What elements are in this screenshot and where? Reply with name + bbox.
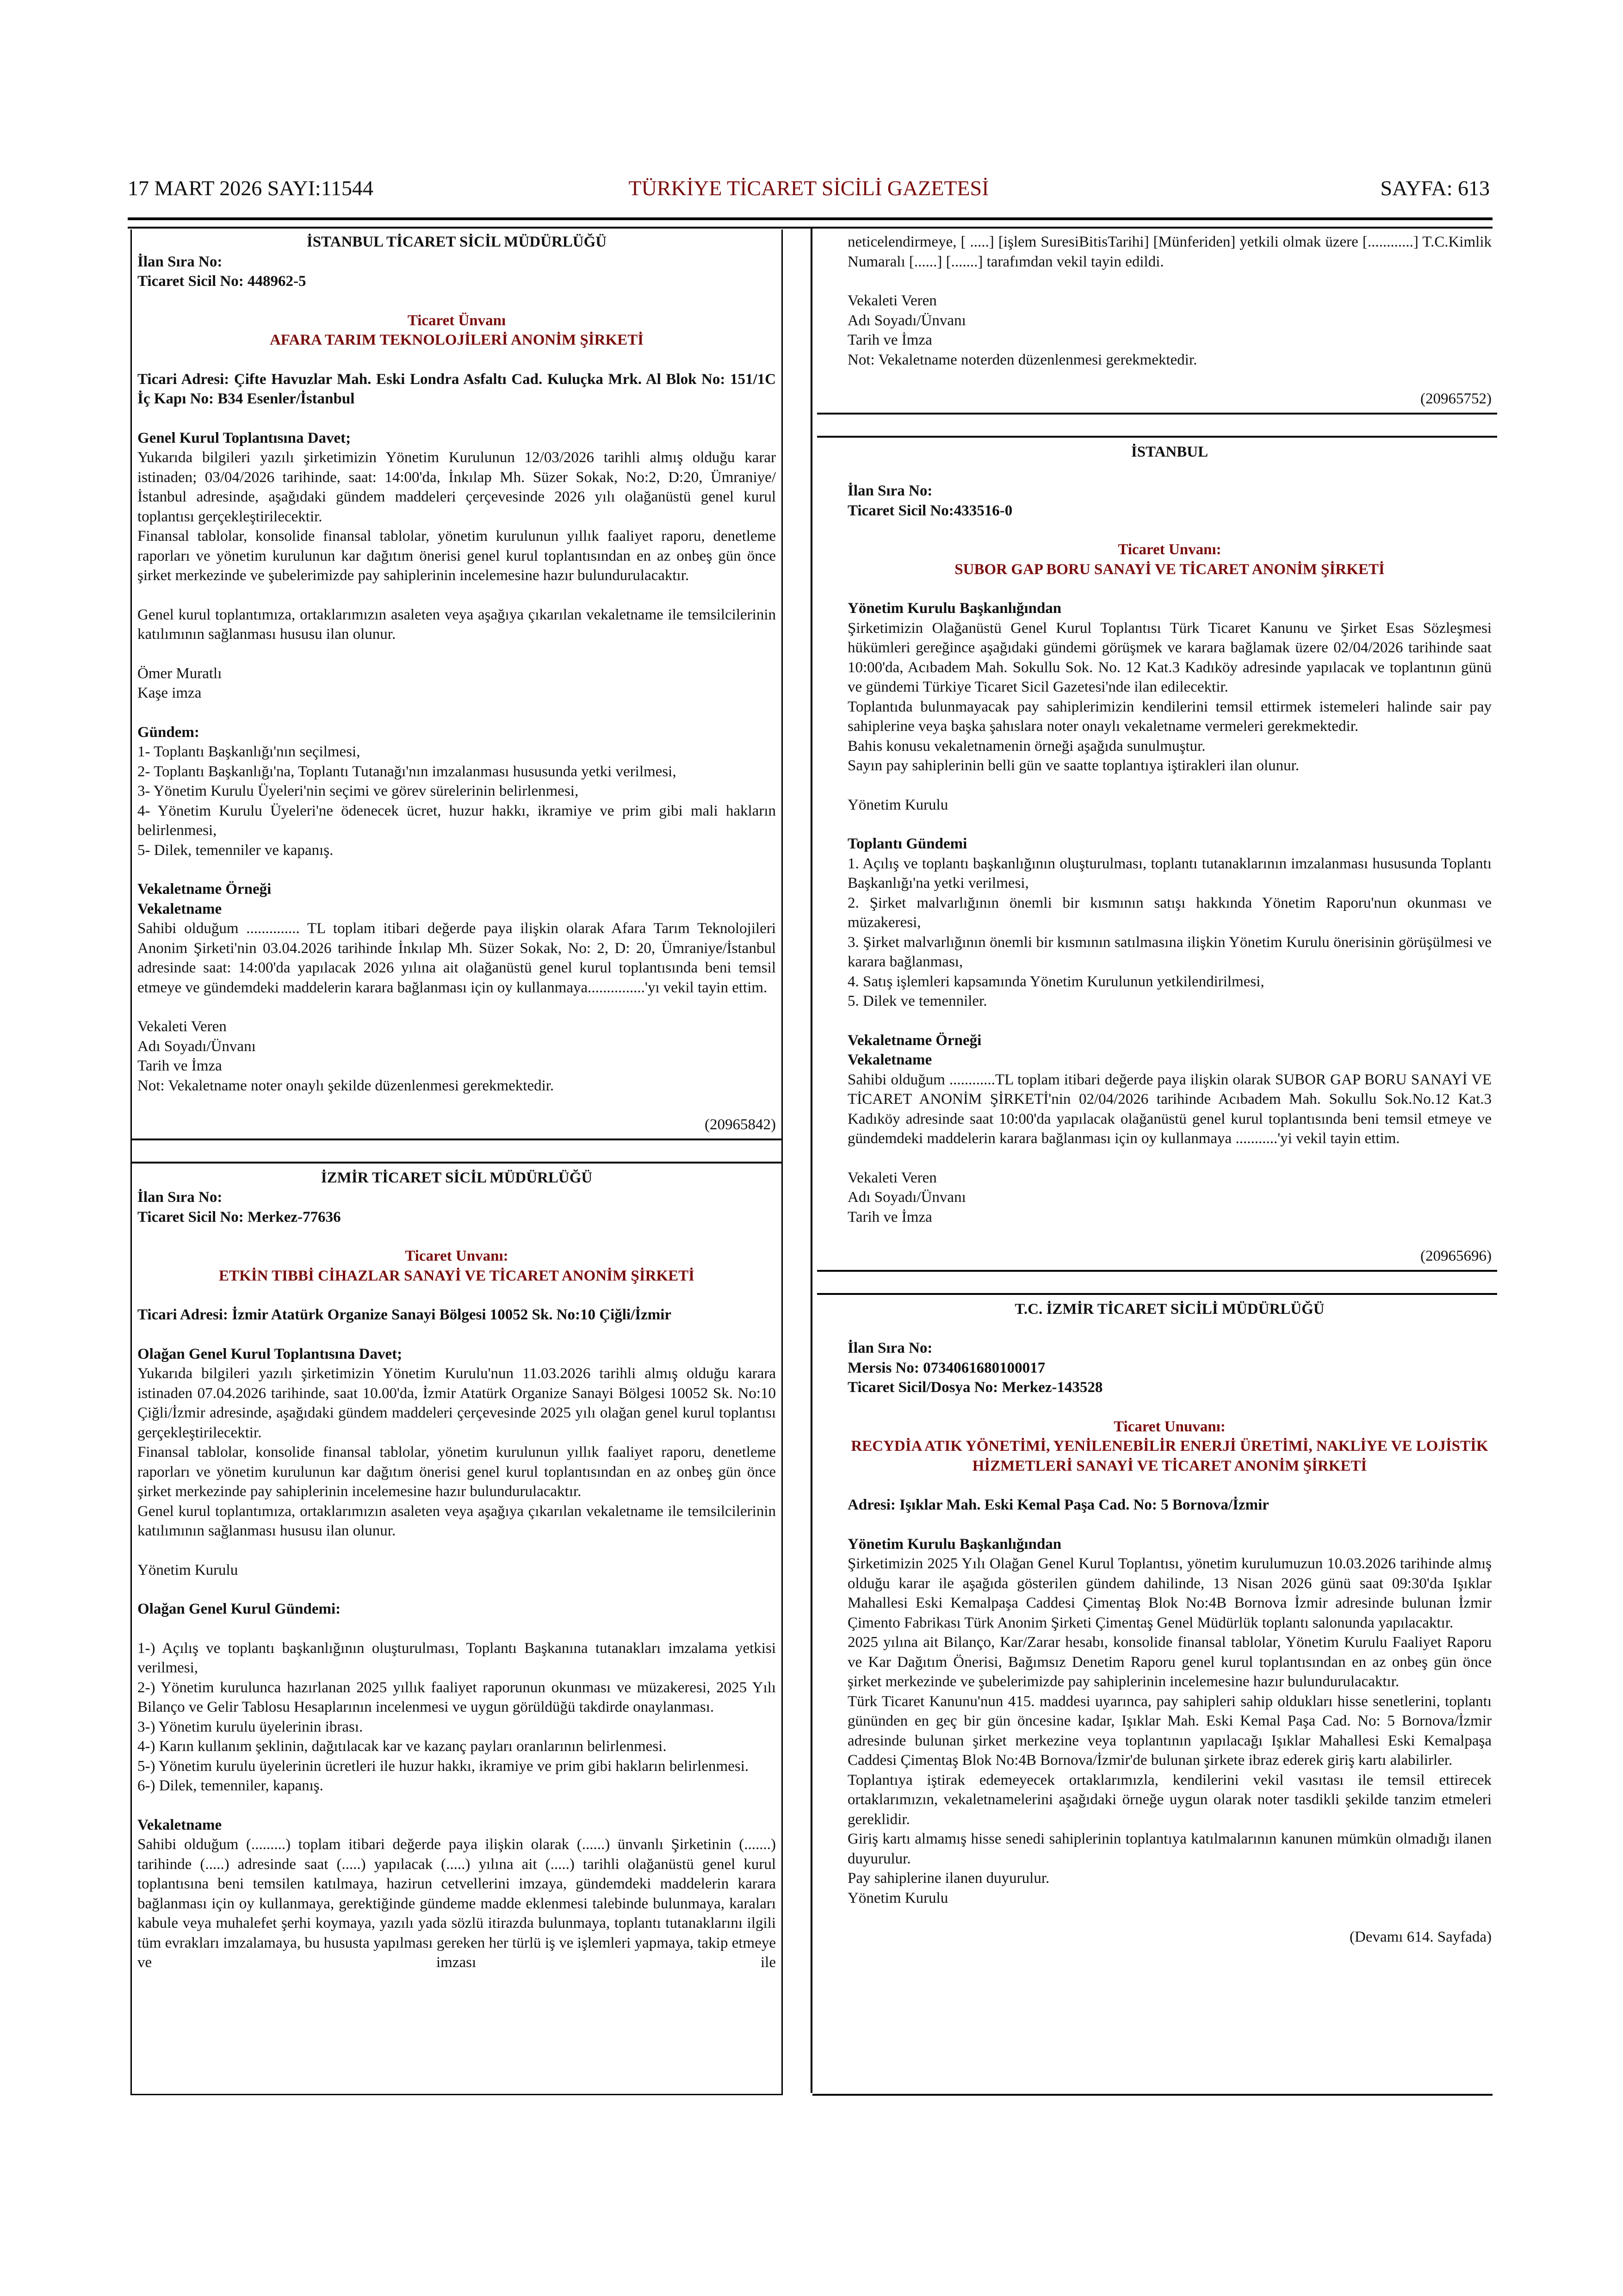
ilan-sira-no: İlan Sıra No: xyxy=(848,1340,933,1356)
agenda-item: 4. Satış işlemleri kapsamında Yönetim Kurulunun yetkilendirilmesi, xyxy=(848,973,1264,990)
agenda-item: 5. Dilek ve temenniler. xyxy=(848,993,987,1009)
paragraph: Genel kurul toplantımıza, ortaklarımızın asaleten veya aşağıya çıkarılan vekaletname ile temsilcilerinin katılımının sağlanması hususu ilan olunur. xyxy=(137,1503,776,1539)
registry-title: İSTANBUL xyxy=(1131,443,1208,460)
page-number: SAYFA: 613 xyxy=(1380,176,1490,200)
section-title: Yönetim Kurulu Başkanlığından xyxy=(848,1535,1062,1553)
mersis-no: Mersis No: 0734061680100017 xyxy=(848,1359,1046,1376)
signer-name: Ömer Muratlı xyxy=(137,665,222,682)
agenda-item: 2- Toplantı Başkanlığı'na, Toplantı Tutanağı'nın imzalanması hususunda yetki verilmesi, xyxy=(137,763,676,780)
agenda-item: 4-) Karın kullanım şeklinin, dağıtılacak kar ve kazanç payları oranlarının belirlenmesi. xyxy=(137,1738,667,1755)
company-name: RECYDİA ATIK YÖNETİMİ, YENİLENEBİLİR ENERJİ ÜRETİMİ, NAKLİYE VE LOJİSTİK HİZMETLERİ SANAYİ VE TİCARET ANONİM ŞİRKETİ xyxy=(851,1438,1488,1474)
agenda-item: 3- Yönetim Kurulu Üyeleri'nin seçimi ve görev sürelerinin belirlenmesi, xyxy=(137,783,579,799)
ilan-sira-no: İlan Sıra No: xyxy=(137,253,223,270)
proxy-footer-line: Tarih ve İmza xyxy=(137,1058,222,1074)
paragraph: Giriş kartı almamış hisse senedi sahiplerinin toplantıya katılmalarının kanunen mümkün olmadığı ilanen duyurulur. xyxy=(848,1831,1492,1867)
proxy-footer-line: Tarih ve İmza xyxy=(848,1208,932,1225)
proxy-footer-note: Not: Vekaletname noter onaylı şekilde düzenlenmesi gerekmektedir. xyxy=(137,1077,554,1094)
company-name: SUBOR GAP BORU SANAYİ VE TİCARET ANONİM ŞİRKETİ xyxy=(954,561,1385,578)
agenda-item: 3-) Yönetim kurulu üyelerinin ibrası. xyxy=(137,1718,363,1735)
paragraph: Finansal tablolar, konsolide finansal tablolar, yönetim kurulunun yıllık faaliyet raporu, denetleme raporları ve yönetim kurulunun kar dağıtım önerisi genel kurul toplantısından en az onbeş gün önce şirket merkezinde pay sahiplerinin incelemesine hazır bulundurulacaktır. xyxy=(137,1444,776,1500)
proxy-footer-line: Vekaleti Veren xyxy=(848,1169,937,1186)
proxy-footer-line: Vekaleti Veren xyxy=(848,292,937,309)
agenda-item: 5- Dilek, temenniler ve kapanış. xyxy=(137,842,334,859)
unvan-label: Ticaret Unvanı: xyxy=(1118,541,1221,558)
column-divider xyxy=(811,229,812,2093)
proxy-title: Vekaletname xyxy=(848,1052,932,1068)
agenda-item: 1- Toplantı Başkanlığı'nın seçilmesi, xyxy=(137,743,360,760)
agenda-item: 2. Şirket malvarlığının önemli bir kısmının satışı hakkında Yönetim Raporu'nun okunması ve müzakeresi, xyxy=(848,894,1492,931)
proxy-footer-line: Adı Soyadı/Ünvanı xyxy=(848,1189,966,1206)
proxy-sample-title: Vekaletname Örneği xyxy=(848,1032,982,1049)
paragraph: Türk Ticaret Kanunu'nun 415. maddesi uyarınca, pay sahipleri sahip oldukları hisse senetlerini, toplantı gününden en geç bir gün öncesine kadar, Işıklar Mah. Eski Kemal Paşa Cad. No: 5 Bornova/İzmir adresinde bulunan şirket merkezine veya toplantının yapılacağı Işıklar Mahallesi Eski Kemalpaşa Caddesi Çimentaş Blok No:4B Bornova/İzmir'de bulunan şirkete ibraz ederek giriş kartı alabilirler. xyxy=(848,1693,1492,1769)
agenda-item: 3. Şirket malvarlığının önemli bir kısmının satılmasına ilişkin Yönetim Kurulu önerisinin görüşülmesi ve karara bağlanması, xyxy=(848,934,1492,970)
ad-etkin xyxy=(137,1168,776,1973)
agenda-item: 1-) Açılış ve toplantı başkanlığının oluşturulması, Toplantı Başkanına tutanakları imzalama yetkisi verilmesi, xyxy=(137,1640,776,1676)
ad-reference-number: (20965842) xyxy=(705,1116,776,1133)
paragraph: Toplantıya iştirak edemeyecek ortaklarımızla, kendilerini vekil vasıtası ile temsil ettirecek ortaklarımızın, vekaletnamelerini aşağıdaki örneğe uygun olarak noter tasdikli şekilde tanzim etmeleri gereklidir. xyxy=(848,1771,1492,1828)
unvan-label: Ticaret Ünvanı xyxy=(407,312,506,329)
paragraph: Toplantıda bulunmayacak pay sahiplerimizin kendilerini temsil ettirmek istemeleri halinde sair pay sahiplerine veya başka şahıslara noter onaylı vekaletname vermeleri gerekmektedir. xyxy=(848,698,1492,735)
paragraph: Bahis konusu vekaletnamenin örneği aşağıda sunulmuştur. xyxy=(848,737,1206,755)
registry-title: T.C. İZMİR TİCARET SİCİLİ MÜDÜRLÜĞÜ xyxy=(1015,1300,1325,1318)
proxy-footer-line: Adı Soyadı/Ünvanı xyxy=(848,312,966,329)
issue-date: 17 MART 2026 SAYI:11544 xyxy=(128,176,373,200)
agenda-item: 2-) Yönetim kurulunca hazırlanan 2025 yıllık faaliyet raporunun okunması ve müzakeresi, 2025 Yılı Bilanço ve Gelir Tablosu Hesaplarının incelenmesi ve uygun görüldüğü takdirde onaylanması. xyxy=(137,1679,776,1715)
proxy-text: Sahibi olduğum (.........) toplam itibari değerde paya ilişkin olarak (......) ünvanlı Şirketinin (.......) tarihinde (.....) adresinde saat (.....) yapılacak (.....) yılına ait (.....) tarihli olağanüstü genel kurul toplantısına beni temsilen katılmaya, hazirun cetvellerini imzaya, gündemdeki maddelerin karara bağlanması için oy kullanmaya, gerektiğinde gündeme madde eklenmesi talebinde bulunmaya, karaları kabule veya muhalefet şerhi koymaya, yazılı yada sözlü itirazda bulunmaya, toplantı tutanaklarını ilgili tüm evrakları imzalamaya, bu hususta yapılması gereken her türlü iş ve işlemleri yapmaya, takip etmeye ve imzası ile xyxy=(137,1836,776,1971)
company-address: Ticari Adresi: İzmir Atatürk Organize Sanayi Bölgesi 10052 Sk. No:10 Çiğli/İzmir xyxy=(137,1306,672,1323)
ad-reference-number: (20965752) xyxy=(1420,390,1492,407)
ad-separator xyxy=(132,1139,781,1163)
proxy-continuation: neticelendirmeye, [ .....] [işlem SuresiBitisTarihi] [Münferiden] yetkili olmak üzere [............] T.C.Kimlik Numaralı [......] [.......] tarafımdan vekil tayin edildi. xyxy=(848,234,1492,270)
unvan-label: Ticaret Unvanı: xyxy=(405,1248,508,1264)
proxy-footer-line: Vekaleti Veren xyxy=(137,1018,227,1035)
columns-top-rule xyxy=(128,227,1493,229)
agenda-item: 5-) Yönetim kurulu üyelerinin ücretleri ile huzur hakkı, ikramiye ve prim gibi hakların belirlenmesi. xyxy=(137,1758,749,1775)
company-address: Ticari Adresi: Çifte Havuzlar Mah. Eski Londra Asfaltı Cad. Kuluçka Mrk. Al Blok No: 151/1C İç Kapı No: B34 Esenler/İstanbul xyxy=(137,371,776,407)
ticaret-sicil-no: Ticaret Sicil No:433516-0 xyxy=(848,502,1013,519)
ad-separator xyxy=(817,1270,1497,1295)
paragraph: Yukarıda bilgileri yazılı şirketimizin Yönetim Kurulunun 12/03/2026 tarihli almış olduğu karar istinaden; 03/04/2026 tarihinde, saat: 14:00'da, İnkılap Mh. Süzer Sokak, No:2, D:20, Ümraniye/İstanbul adresinde, aşağıdaki gündem maddeleri çerçevesinde 2026 yılı olağanüstü genel kurul toplantısı gerçekleştirilecektir. xyxy=(137,449,776,525)
paragraph: Finansal tablolar, konsolide finansal tablolar, yönetim kurulunun yıllık faaliyet raporu, denetleme raporları ve yönetim kurulunun kar dağıtım önerisi genel kurul toplantısından en az onbeş gün önce şirket merkezinde ve şubelerimizde pay sahiplerinin incelemesine hazır bulundurulacaktır. xyxy=(137,528,776,584)
signer-name: Yönetim Kurulu xyxy=(848,1889,948,1906)
unvan-label: Ticaret Unuvanı: xyxy=(1114,1418,1226,1435)
proxy-text: Sahibi olduğum ............TL toplam itibari değerde paya ilişkin olarak SUBOR GAP BORU SANAYİ VE TİCARET ANONİM ŞİRKETİ'nin 02/04/2026 tarihinde Acıbadem Mah. Sokullu Sok.No.12 Kat.3 Kadıköy adresinde saat 10:00'da yapılacak olağanüstü genel kurul toplantısında beni temsil etmeye ve gündemdeki maddelerin karara bağlanması için oy kullanmaya ...........'yi vekil tayin ettim. xyxy=(848,1071,1492,1147)
agenda-title: Toplantı Gündemi xyxy=(848,835,967,852)
ad-afara xyxy=(137,229,776,1135)
registry-title: İZMİR TİCARET SİCİL MÜDÜRLÜĞÜ xyxy=(321,1169,593,1186)
gazette-title: TÜRKİYE TİCARET SİCİLİ GAZETESİ xyxy=(628,176,989,200)
company-address: Adresi: Işıklar Mah. Eski Kemal Paşa Cad. No: 5 Bornova/İzmir xyxy=(848,1497,1269,1513)
company-name: AFARA TARIM TEKNOLOJİLERİ ANONİM ŞİRKETİ xyxy=(269,332,644,348)
signer-name: Yönetim Kurulu xyxy=(848,796,948,813)
signer-stamp: Kaşe imza xyxy=(137,685,202,701)
agenda-item: 1. Açılış ve toplantı başkanlığının oluşturulması, toplantı tutanaklarının imzalanması hususunda Toplantı Başkanlığı'na yetki verilmesi, xyxy=(848,855,1492,891)
section-title: Genel Kurul Toplantısına Davet; xyxy=(137,429,351,446)
ad-etkin-continued xyxy=(848,229,1492,409)
paragraph: Şirketimizin Olağanüstü Genel Kurul Toplantısı Türk Ticaret Kanunu ve Şirket Esas Sözleşmesi hükümleri gereğince aşağıdaki gündemi görüşmek ve karara bağlamak üzere 02/04/2026 tarihinde saat 10:00'da, Acıbadem Mah. Sokullu Sok. No. 12 Kat.3 Kadıköy adresinde yapılacak ve toplantının günü ve gündemi Türkiye Ticaret Sicil Gazetesi'nde ilan edilecektir. xyxy=(848,619,1492,695)
ilan-sira-no: İlan Sıra No: xyxy=(137,1189,223,1206)
agenda-item: 6-) Dilek, temenniler, kapanış. xyxy=(137,1777,323,1794)
ad-reference-number: (20965696) xyxy=(1420,1248,1492,1264)
proxy-text: Sahibi olduğum .............. TL toplam itibari değerde paya ilişkin olarak Afara Tarım Teknolojileri Anonim Şirketi'nin 03.04.2026 tarihinde İnkılap Mh. Süzer Sokak, No: 2, D: 20, Ümraniye/İstanbul adresinde saat: 14:00'da yapılacak 2026 yılına ait olağanüstü genel kurul toplantısında beni temsil etmeye ve gündemdeki maddelerin karara bağlanması için oy kullanmaya...............'yı vekil tayin ettim. xyxy=(137,920,776,996)
paragraph: Pay sahiplerine ilanen duyurulur. xyxy=(848,1870,1050,1887)
paragraph: Sayın pay sahiplerinin belli gün ve saatte toplantıya iştirakleri ilan olunur. xyxy=(848,757,1300,774)
left-column xyxy=(130,229,783,2095)
ilan-sira-no: İlan Sıra No: xyxy=(848,483,933,499)
paragraph: 2025 yılına ait Bilanço, Kar/Zarar hesabı, konsolide finansal tablolar, Yönetim Kurulu Faaliyet Raporu ve Kar Dağıtım Önerisi, Bağımsız Denetim Raporu genel kurul toplantısından en az onbeş gün önce şirket merkezinde ve şubelerimizde pay sahiplerinin incelemesine hazır bulundurulacaktır. xyxy=(848,1634,1492,1690)
agenda-title: Olağan Genel Kurul Gündemi: xyxy=(137,1601,341,1617)
signer-name: Yönetim Kurulu xyxy=(137,1561,238,1578)
paragraph: Genel kurul toplantımıza, ortaklarımızın asaleten veya aşağıya çıkarılan vekaletname ile temsilcilerinin katılımının sağlanması hususu ilan olunur. xyxy=(137,606,776,643)
paragraph: Şirketimizin 2025 Yılı Olağan Genel Kurul Toplantısı, yönetim kurulumuzun 10.03.2026 tarihinde almış olduğu karar ile aşağıda gösterilen gündem dahilinde, 13 Nisan 2026 günü saat 09:30'da Işıklar Mahallesi Eski Kemalpaşa Caddesi Çimentaş Blok No:4B Bornova İzmir adresinde bulunan İzmir Çimento Fabrikası Türk Anonim Şirketi Çimentaş Genel Müdürlük toplantı salonunda yapılacaktır. xyxy=(848,1555,1492,1631)
ad-separator xyxy=(817,413,1497,438)
ad-subor xyxy=(848,442,1492,1266)
right-column-bottom-rule xyxy=(812,2094,1493,2096)
continued-note: (Devamı 614. Sayfada) xyxy=(1350,1929,1492,1945)
ticaret-sicil-no: Ticaret Sicil No: 448962-5 xyxy=(137,273,306,290)
proxy-title: Vekaletname xyxy=(137,900,222,917)
paragraph: Yukarıda bilgileri yazılı şirketimizin Yönetim Kurulu'nun 11.03.2026 tarihli almış olduğu karara istinaden 07.04.2026 tarihinde, saat 10.00'da, İzmir Atatürk Organize Sanayi Bölgesi 10052 Sk. No:10 Çiğli/İzmir adresinde, aşağıdaki gündem maddeleri çerçevesinde 2025 yılı olağan genel kurul toplantısı gerçekleştirilecektir. xyxy=(137,1365,776,1441)
ad-recydia xyxy=(848,1300,1492,1947)
right-column xyxy=(817,229,1497,1947)
header-rule xyxy=(128,217,1493,220)
section-title: Olağan Genel Kurul Toplantısına Davet; xyxy=(137,1345,403,1362)
proxy-footer-line: Tarih ve İmza xyxy=(848,332,932,348)
company-name: ETKİN TIBBİ CİHAZLAR SANAYİ VE TİCARET ANONİM ŞİRKETİ xyxy=(219,1267,694,1284)
section-title: Yönetim Kurulu Başkanlığından xyxy=(848,600,1062,617)
agenda-item: 4- Yönetim Kurulu Üyeleri'ne ödenecek ücret, huzur hakkı, ikramiye ve prim gibi mali hakların belirlenmesi, xyxy=(137,802,776,839)
page-header xyxy=(128,176,1490,204)
agenda-title: Gündem: xyxy=(137,724,199,741)
proxy-footer-note: Not: Vekaletname noterden düzenlenmesi gerekmektedir. xyxy=(848,351,1197,368)
ticaret-sicil-no: Ticaret Sicil/Dosya No: Merkez-143528 xyxy=(848,1379,1103,1396)
ticaret-sicil-no: Ticaret Sicil No: Merkez-77636 xyxy=(137,1208,341,1225)
proxy-sample-title: Vekaletname Örneği xyxy=(137,881,272,897)
proxy-title: Vekaletname xyxy=(137,1816,222,1833)
proxy-footer-line: Adı Soyadı/Ünvanı xyxy=(137,1038,256,1055)
registry-title: İSTANBUL TİCARET SİCİL MÜDÜRLÜĞÜ xyxy=(306,234,607,250)
